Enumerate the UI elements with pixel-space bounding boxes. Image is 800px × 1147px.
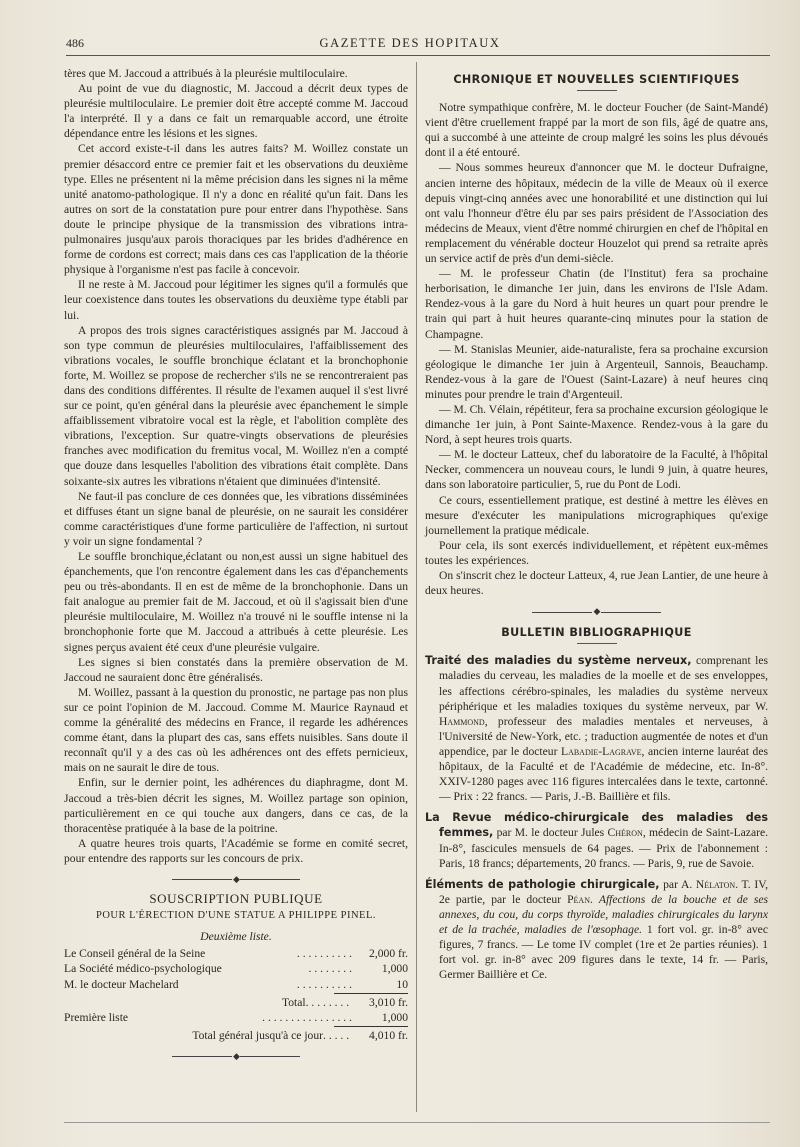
subscription-row-label: La Société médico-psychologique bbox=[64, 962, 222, 976]
page-number: 486 bbox=[66, 36, 84, 50]
subscription-row: Le Conseil général de la Seine . . . . . . . . . . 2,000 fr. bbox=[64, 947, 408, 961]
subscription-row-label: Le Conseil général de la Seine bbox=[64, 947, 206, 961]
paragraph: Cet accord existe-t-il dans les autres faits? M. Woillez constate un premier désaccord entre ce premier fait et les observations du deuxième type. Elles ne présentent ni la même précision dans les signes ni la même unité anatomo-pathologique. Il n'y a donc en réalité qu'un fait. Dans les autres on sort de la constatation pure pour entrer dans l'hypothèse. Sans doute le principe physique de la transmission des vibrations intra-pulmonaires jusqu'aux parois thoraciques par les brides d'adhérence en forme de cordons est correct; mais dans ces cas l'application de la théorie physique à l'organisme n'est pas facile à concevoir. bbox=[64, 142, 408, 277]
paragraph: M. Woillez, passant à la question du pronostic, ne partage pas non plus sur ce point l'opinion de M. Jaccoud. Comme M. Maurice Raynaud et comme la généralité des médecins en France, il regarde les adhérences comme étant, dans la plupart des cas, sans effets nuisibles. Sans doute il reconnaît qu'il y a des cas où les adhérences ont des effets pernicieux, mais on ne saurait le dire de tous. bbox=[64, 685, 408, 775]
biblio-author: Chéron bbox=[607, 826, 643, 840]
paragraph: Pour cela, ils sont exercés individuellement, et répètent eux-mêmes toutes les expériences. bbox=[425, 538, 768, 567]
biblio-translator: Labadie-Lagrave bbox=[560, 744, 642, 758]
biblio-entry-title: Traité des maladies du système nerveux, bbox=[425, 654, 692, 668]
paragraph: — M. Ch. Vélain, répétiteur, fera sa prochaine excursion géologique le dimanche 1er juin, à Pont Sainte-Maxence. Rendez-vous à la gare du Nord, à sept heures trois quarts. bbox=[425, 402, 768, 447]
paragraph: Ne faut-il pas conclure de ces données que, les vibrations disséminées et diffuses étant un signe banal de pleurésie, on ne saurait les considérer comme caractéristiques d'une forme particulière de l'affection, ni surtout y voir un signe fondamental ? bbox=[64, 489, 408, 548]
subscription-list-title: Deuxième liste. bbox=[200, 930, 272, 944]
paragraph: — M. Stanislas Meunier, aide-naturaliste, fera sa prochaine excursion géologique le dimanche 1er juin à Argenteuil, Sannois, Beauchamp. Rendez-vous à la gare de l'Ouest (Saint-Lazare) à neuf heures cinq minutes pour prendre le train d'Argenteuil. bbox=[425, 342, 768, 401]
subscription-title: SOUSCRIPTION PUBLIQUE bbox=[149, 891, 323, 907]
paragraph: Notre sympathique confrère, M. le docteur Foucher (de Saint-Mandé) vient d'être cruellement frappé par la mort de son fils, âgé de quatre ans, qui a succombé à une atteinte de croup malgré les soins les plus dévoués dont il a été entouré. bbox=[425, 101, 768, 160]
biblio-author: Nélaton bbox=[695, 877, 736, 891]
paragraph: A quatre heures trois quarts, l'Académie se forme en comité secret, pour entendre des rapports sur les concours de prix. bbox=[64, 836, 408, 865]
biblio-entry-title: La Revue médico-chirurgicale des maladies des femmes, bbox=[425, 811, 768, 840]
header-rule bbox=[66, 55, 770, 56]
subscription-total-label: Total bbox=[281, 995, 306, 1009]
paragraph: — Nous sommes heureux d'annoncer que M. le docteur Dufraigne, ancien interne des hôpitaux, médecin de la ville de Meaux où il exerce depuis vingt-cinq années avec une honorabilité et une distinction qui lui ont valu l'honneur d'être élu par ses pairs président de l'Association des médecins de Meaux, vient d'être nommé chirurgien en chef de l'hôpital en remplacement du vénérable docteur Houzelot qui prend sa retraite après un service actif de près d'un demi-siècle. bbox=[425, 161, 768, 266]
paragraph: tères que M. Jaccoud a attribués à la pleurésie multiloculaire. bbox=[64, 67, 348, 80]
subscription-grand-total-label: Total général jusqu'à ce jour bbox=[192, 1028, 324, 1042]
biblio-italic-title: Affections de la bouche et de ses annexes, du cou, du corps thyroïde, maladies chirurgicales du larynx et de la trachée, maladies de l'œsophage. bbox=[439, 892, 769, 936]
subscription-section bbox=[64, 891, 408, 1043]
subscription-row-amount: 1,000 bbox=[381, 962, 408, 976]
section-ornament: ◆ bbox=[64, 872, 408, 887]
bulletin-title: BULLETIN BIBLIOGRAPHIQUE bbox=[501, 626, 692, 640]
right-column bbox=[425, 66, 768, 988]
paragraph: — M. le docteur Latteux, chef du laboratoire de la Faculté, à l'hôpital Necker, commencera un nouveau cours, le lundi 9 juin, à quatre heures, dans son laboratoire particulier, 5, rue du Pont de Lodi. bbox=[425, 448, 768, 492]
subscription-row-amount: 10 bbox=[396, 977, 408, 991]
biblio-entry-title: Éléments de pathologie chirurgicale, bbox=[425, 877, 660, 891]
title-rule bbox=[577, 90, 617, 91]
left-column bbox=[64, 66, 408, 1068]
subscription-previous-amount: 1,000 bbox=[381, 1010, 408, 1024]
subscription-total-row: Total . . . . . . . . 3,010 fr. bbox=[281, 995, 408, 1009]
subscription-grand-total-amount: 4,010 fr. bbox=[369, 1028, 408, 1042]
section-ornament: ◆ bbox=[425, 604, 768, 619]
paragraph: Les signes si bien constatés dans la première observation de M. Jaccoud ne sauraient donc être généralisés. bbox=[64, 655, 408, 684]
biblio-author: Hammond bbox=[439, 714, 485, 728]
biblio-second-author: Péan bbox=[567, 892, 590, 906]
paragraph: Ce cours, essentiellement pratique, est destiné à mettre les élèves en mesure d'exécuter les manipulations micrographiques qu'exige journellement la pratique médicale. bbox=[425, 493, 768, 537]
paragraph: Il ne reste à M. Jaccoud pour légitimer les signes qu'il a formulés que leur coexistence dans toutes les observations du deuxième type établi par lui. bbox=[64, 278, 408, 322]
running-title: GAZETTE DES HOPITAUX bbox=[319, 36, 501, 50]
biblio-entry: Éléments de pathologie chirurgicale, par A. Nélaton. T. IV, 2e partie, par le docteur Péan. Affections de la bouche et de ses annexes, du cou, du corps thyroïde, maladies chirurgicales du larynx et de la trachée, maladies de l'œsophage. 1 fort vol. gr. in-8° avec figures, 7 francs. — Le tome IV complet (1re et 2e parties réunies). 1 fort vol. gr. in-8° avec 209 figures dans le texte, 14 fr. — Paris, Germer Baillière et Ce. bbox=[425, 877, 769, 982]
paragraph: On s'inscrit chez le docteur Latteux, 4, rue Jean Lantier, de une heure à deux heures. bbox=[425, 569, 768, 598]
subscription-grand-total-row: Total général jusqu'à ce jour . . . . . 4,010 fr. bbox=[192, 1028, 408, 1042]
subscription-row: La Société médico-psychologique . . . . . . . . 1,000 bbox=[64, 962, 408, 976]
subscription-total-amount: 3,010 fr. bbox=[369, 995, 408, 1009]
paragraph: Enfin, sur le dernier point, les adhérences du diaphragme, dont M. Jaccoud a très-bien décrit les signes, M. Woillez partage son opinion, particulièrement en ce qui touche aux dangers, dans ce cas, de la thoracentèse pratiquée à la base de la poitrine. bbox=[64, 776, 408, 835]
sum-rule bbox=[334, 993, 408, 994]
column-divider bbox=[416, 62, 417, 1112]
page-header bbox=[50, 30, 770, 56]
paragraph: — M. le professeur Chatin (de l'Institut) fera sa prochaine herborisation, le dimanche 1er juin, dans les environs de l'Isle Adam. Rendez-vous à la gare du Nord à huit heures un quart pour prendre le train qui part à huit heures quarante-cinq minutes pour la station de Champagne. bbox=[425, 267, 768, 341]
biblio-entry: Traité des maladies du système nerveux, comprenant les maladies du cerveau, les maladies de la moelle et de ses enveloppes, les affections cérébro-spinales, les maladies du système nerveux périphérique et les maladies toxiques du système nerveux, par W. Hammond, professeur des maladies mentales et nerveuses, à l'Université de New-York, etc. ; traduction augmentée de notes et d'un appendice, par le docteur Labadie-Lagrave, ancien interne lauréat des hôpitaux, de la Faculté et de l'Académie de médecine, etc. In-8°. XXIV-1280 pages avec 116 figures intercalées dans le texte, cartonné. — Prix : 22 francs. — Paris, J.-B. Baillière et fils. bbox=[425, 654, 768, 804]
subscription-previous-label: Première liste bbox=[64, 1010, 129, 1024]
subscription-row: M. le docteur Machelard . . . . . . . . . . 10 bbox=[64, 977, 408, 991]
subscription-previous-row: Première liste . . . . . . . . . . . . . . . . 1,000 bbox=[64, 1010, 408, 1024]
paragraph: Le souffle bronchique,éclatant ou non,est aussi un signe habituel des épanchements, que l'on rencontre également dans les cas d'épanchements peu ou très-abondants. Il en est de même de la bronchophonie. Dans un fait analogue au premier fait de M. Jaccoud, et où il s'agissait bien d'une pleurésie multiloculaire, M. Woillez n'a trouvé ni le souffle intense ni la bronchophonie forte que M. Jaccoud a attribués à cette pleurésie. Les signes perçus avaient été ceux d'une pleurésie vulgaire. bbox=[64, 550, 408, 654]
sum-rule bbox=[334, 1026, 408, 1027]
paragraph: A propos des trois signes caractéristiques assignés par M. Jaccoud à son type commun de pleurésies multiloculaires, l'affaiblissement des vibrations vocales, le souffle bronchique éclatant et la bronchophonie forte, M. Woillez se propose de rechercher s'ils ne se rencontreraient pas dans des conditions différentes. Il résulte de l'examen auquel il s'est livré sur ce point, qu'en général dans la pleurésie avec épanchement le simple affaiblissement vibratoire vocal est la règle, et l'abolition complète des vibrations, l'exception. Sur quatre-vingts observations de pleurésies franches avec modification du fremitus vocal, M. Woillez n'en a compté que douze dans lesquelles l'abolition des vibrations était complète. Dans soixante-six autres les vibrations n'étaient que diminuées d'intensité. bbox=[64, 323, 408, 488]
biblio-entry: La Revue médico-chirurgicale des maladies des femmes, par M. le docteur Jules Chéron, médecin de Saint-Lazare. In-8°, fascicules mensuels de 64 pages. — Prix de l'abonnement : Paris, 18 francs; départements, 20 francs. — Paris, 9, rue de Savoie. bbox=[425, 811, 768, 870]
subscription-row-amount: 2,000 fr. bbox=[369, 947, 408, 961]
bottom-rule bbox=[64, 1122, 770, 1123]
section-ornament: ◆ bbox=[64, 1049, 408, 1064]
title-rule bbox=[577, 643, 617, 644]
chronique-title: CHRONIQUE ET NOUVELLES SCIENTIFIQUES bbox=[453, 73, 740, 86]
subscription-subtitle: POUR L'ÉRECTION D'UNE STATUE A PHILIPPE PINEL. bbox=[96, 910, 376, 922]
subscription-row-label: M. le docteur Machelard bbox=[64, 977, 179, 991]
paragraph: Au point de vue du diagnostic, M. Jaccoud a décrit deux types de pleurésie multiloculaire. Le premier doit être accepté comme M. Jaccoud l'a interprété. Il y a dans ce fait un remarquable accord, une étroite dépendance entre les lésions et les signes. bbox=[64, 82, 408, 141]
